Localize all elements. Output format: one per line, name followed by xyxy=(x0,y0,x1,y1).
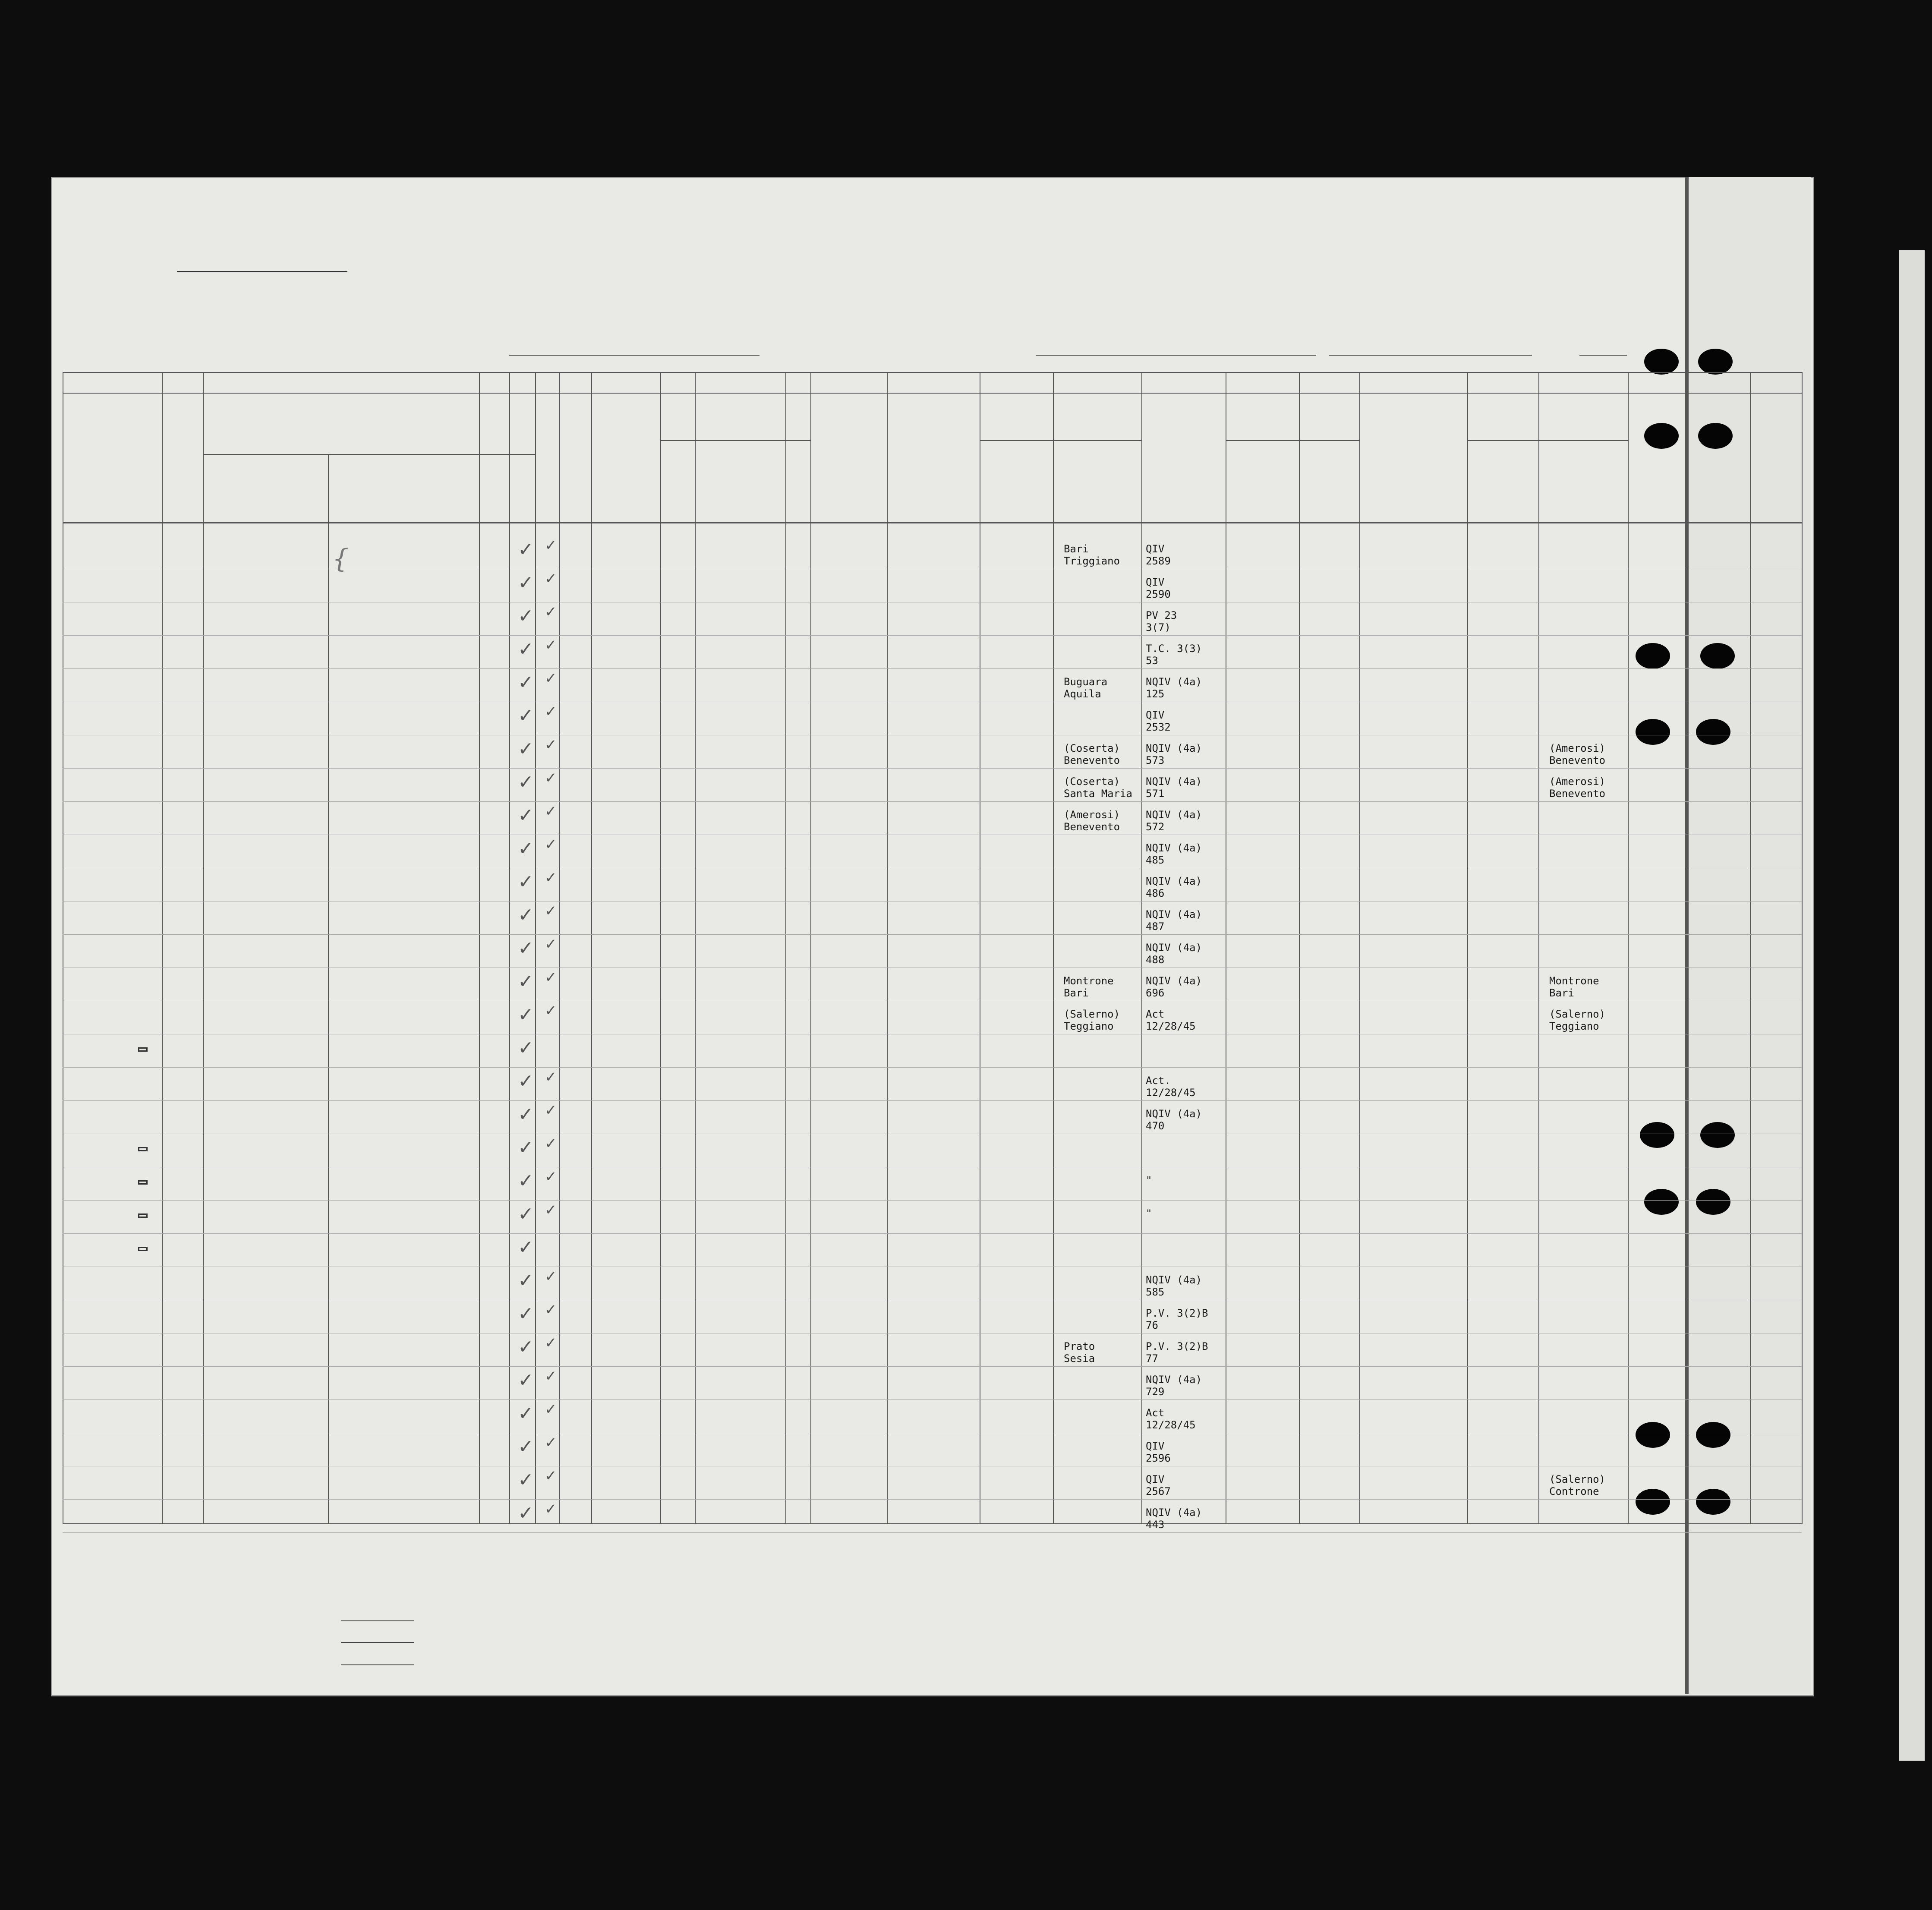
visa-type: Act xyxy=(1146,1008,1165,1020)
punch-hole xyxy=(1696,1189,1730,1215)
residence-city-line1: Montrone xyxy=(1549,975,1599,987)
birth-city-line1: (Salerno) xyxy=(1064,1008,1120,1020)
visa-number: 2596 xyxy=(1146,1452,1171,1464)
punch-hole xyxy=(1700,1122,1735,1148)
visa-number: 3(7) xyxy=(1146,621,1171,634)
check-mark: ✓ xyxy=(518,572,534,594)
us-citizen-stamp xyxy=(138,1213,148,1218)
check-mark: ✓ xyxy=(545,670,557,687)
column-rule xyxy=(479,372,480,1524)
check-mark: ✓ xyxy=(518,1170,534,1192)
residence-city-line1: (Amerosi) xyxy=(1549,742,1606,754)
column-rule xyxy=(1802,372,1803,1524)
residence-city-line2: Teggiano xyxy=(1549,1020,1599,1032)
residence-city-line2: Benevento xyxy=(1549,754,1606,766)
check-mark: ✓ xyxy=(518,1236,534,1258)
row-rule xyxy=(63,1366,1802,1367)
visa-number: 12/28/45 xyxy=(1146,1020,1196,1032)
check-mark: ✓ xyxy=(545,1301,557,1318)
check-mark: ✓ xyxy=(545,769,557,787)
check-mark: ✓ xyxy=(545,570,557,587)
punch-hole xyxy=(1644,423,1679,449)
us-citizen-stamp xyxy=(138,1147,148,1151)
check-mark: ✓ xyxy=(545,703,557,720)
column-rule xyxy=(695,372,696,1524)
column-rule xyxy=(1299,372,1300,1524)
check-mark: ✓ xyxy=(518,1303,534,1325)
check-mark: ✓ xyxy=(518,1336,534,1358)
visa-type: NQIV (4a) xyxy=(1146,742,1202,754)
check-mark: ✓ xyxy=(545,803,557,820)
us-citizen-stamp xyxy=(138,1180,148,1185)
visa-type: NQIV (4a) xyxy=(1146,1507,1202,1519)
check-mark: ✓ xyxy=(545,1334,557,1352)
residence-city-line2: Bari xyxy=(1549,987,1574,999)
column-rule xyxy=(887,372,888,1524)
name-subheader-line xyxy=(203,454,479,455)
visa-number: 2590 xyxy=(1146,588,1171,600)
check-mark: ✓ xyxy=(545,1467,557,1485)
birth-city-line1: Bari xyxy=(1064,543,1089,555)
check-mark: ✓ xyxy=(545,1201,557,1219)
punch-hole xyxy=(1636,719,1670,745)
column-rule xyxy=(810,372,811,1524)
check-mark: ✓ xyxy=(518,771,534,793)
column-rule xyxy=(509,372,510,1524)
row-rule xyxy=(63,768,1802,769)
visa-number: 485 xyxy=(1146,854,1165,866)
row-rule xyxy=(63,668,1802,669)
check-mark: ✓ xyxy=(545,1102,557,1119)
visa-number: 487 xyxy=(1146,920,1165,933)
visa-number: 572 xyxy=(1146,821,1165,833)
visa-type: QIV xyxy=(1146,576,1165,588)
check-mark: ✓ xyxy=(518,971,534,993)
check-mark: ✓ xyxy=(545,537,557,554)
check-mark: ✓ xyxy=(545,1434,557,1451)
check-mark: ✓ xyxy=(518,1070,534,1092)
check-mark: ✓ xyxy=(518,1502,534,1524)
column-number-border xyxy=(63,393,1802,394)
visa-number: 585 xyxy=(1146,1286,1165,1298)
visa-number: 77 xyxy=(1146,1352,1158,1365)
check-mark: ✓ xyxy=(518,1369,534,1391)
birth-city-line2: Teggiano xyxy=(1064,1020,1114,1032)
visa-type: NQIV (4a) xyxy=(1146,676,1202,688)
birth-city-line1: Prato xyxy=(1064,1340,1095,1352)
birth-city-line2: Sesia xyxy=(1064,1352,1095,1365)
check-mark: ✓ xyxy=(545,1135,557,1152)
row-rule xyxy=(63,1399,1802,1400)
visa-type: NQIV (4a) xyxy=(1146,809,1202,821)
punch-hole xyxy=(1644,1189,1679,1215)
check-mark: ✓ xyxy=(545,902,557,920)
column-rule xyxy=(660,372,661,1524)
visa-number: 729 xyxy=(1146,1386,1165,1398)
birth-city-line1: (Coserta) xyxy=(1064,775,1120,788)
table-top-border xyxy=(63,372,1802,373)
column-rule xyxy=(1628,372,1629,1524)
visa-type: NQIV (4a) xyxy=(1146,908,1202,920)
check-mark: ✓ xyxy=(518,1103,534,1125)
visa-number: 53 xyxy=(1146,655,1158,667)
visa-type: QIV xyxy=(1146,1440,1165,1452)
bracket: { xyxy=(332,544,349,574)
visa-number: 12/28/45 xyxy=(1146,1087,1196,1099)
visa-number: 696 xyxy=(1146,987,1165,999)
check-mark: ✓ xyxy=(518,871,534,893)
visa-number: 2589 xyxy=(1146,555,1171,567)
issued-subheader-line xyxy=(1226,440,1359,441)
check-mark: ✓ xyxy=(518,605,534,627)
birth-city-line1: Montrone xyxy=(1064,975,1114,987)
visa-type: T.C. 3(3) xyxy=(1146,643,1202,655)
check-mark: ✓ xyxy=(518,1037,534,1059)
birth-city-line2: Santa Maria xyxy=(1064,788,1132,800)
birth-city-line1: (Coserta) xyxy=(1064,742,1120,754)
visa-type: " xyxy=(1146,1174,1152,1186)
visa-number: 12/28/45 xyxy=(1146,1419,1196,1431)
check-mark: ✓ xyxy=(518,904,534,926)
row-rule xyxy=(63,1200,1802,1201)
column-rule xyxy=(1359,372,1360,1524)
punch-hole xyxy=(1636,1422,1670,1448)
check-mark: ✓ xyxy=(545,1500,557,1518)
able-subheader-line xyxy=(660,440,810,441)
check-mark: ✓ xyxy=(545,969,557,986)
header-bottom-border xyxy=(63,522,1802,523)
check-mark: ✓ xyxy=(518,1137,534,1159)
residence-city-line2: Controne xyxy=(1549,1485,1599,1497)
manifest-sheet xyxy=(51,177,1814,1696)
punch-hole xyxy=(1700,643,1735,669)
visa-type: NQIV (4a) xyxy=(1146,875,1202,887)
column-rule xyxy=(1467,372,1468,1524)
us-citizen-stamp xyxy=(138,1247,148,1251)
column-rule xyxy=(535,372,536,1524)
visa-type: P.V. 3(2)B xyxy=(1146,1340,1208,1352)
visa-type: NQIV (4a) xyxy=(1146,1108,1202,1120)
visa-type: Act. xyxy=(1146,1075,1171,1087)
birth-city-line2: Benevento xyxy=(1064,754,1120,766)
check-mark: ✓ xyxy=(545,1401,557,1418)
age-subheader-line xyxy=(479,454,535,455)
column-rule xyxy=(162,372,163,1524)
check-mark: ✓ xyxy=(545,603,557,621)
check-mark: ✓ xyxy=(518,671,534,693)
visa-number: 2532 xyxy=(1146,721,1171,733)
birth-subheader-line xyxy=(980,440,1141,441)
adjacent-page-edge xyxy=(1899,250,1925,1761)
check-mark: ✓ xyxy=(518,638,534,660)
residence-city-line1: (Salerno) xyxy=(1549,1473,1606,1485)
punch-hole xyxy=(1696,1489,1730,1515)
check-mark: ✓ xyxy=(518,705,534,727)
column-rule xyxy=(559,372,560,1524)
visa-number: 571 xyxy=(1146,788,1165,800)
check-mark: ✓ xyxy=(545,1068,557,1086)
visa-type: NQIV (4a) xyxy=(1146,842,1202,854)
table-bottom-border xyxy=(63,1523,1802,1524)
punch-hole xyxy=(1636,1489,1670,1515)
name-split-rule xyxy=(328,454,329,1524)
visa-type: NQIV (4a) xyxy=(1146,775,1202,788)
check-mark: ✓ xyxy=(545,869,557,886)
column-rule xyxy=(1538,372,1539,1524)
row-rule xyxy=(63,1067,1802,1068)
check-mark: ✓ xyxy=(518,1270,534,1292)
birth-city-line2: Aquila xyxy=(1064,688,1101,700)
residence-subheader-line xyxy=(1467,440,1628,441)
visa-type: PV 23 xyxy=(1146,609,1177,621)
visa-number: 443 xyxy=(1146,1519,1165,1531)
visa-type: NQIV (4a) xyxy=(1146,975,1202,987)
punch-hole xyxy=(1644,349,1679,375)
column-rule xyxy=(1750,372,1751,1524)
check-mark: ✓ xyxy=(518,804,534,826)
birth-city-line2: Bari xyxy=(1064,987,1089,999)
visa-number: 125 xyxy=(1146,688,1165,700)
visa-type: " xyxy=(1146,1207,1152,1220)
birth-city-line1: (Amerosi) xyxy=(1064,809,1120,821)
punch-hole xyxy=(1696,1422,1730,1448)
check-mark: ✓ xyxy=(545,936,557,953)
residence-city-line1: (Salerno) xyxy=(1549,1008,1606,1020)
visa-type: NQIV (4a) xyxy=(1146,1274,1202,1286)
column-rule xyxy=(203,372,204,1524)
birth-city-line2: Benevento xyxy=(1064,821,1120,833)
visa-number: 2567 xyxy=(1146,1485,1171,1497)
punch-hole xyxy=(1698,349,1733,375)
residence-city-line1: (Amerosi) xyxy=(1549,775,1606,788)
punch-hole xyxy=(1696,719,1730,745)
residence-city-line2: Benevento xyxy=(1549,788,1606,800)
visa-type: QIV xyxy=(1146,709,1165,721)
birth-city-line1: Buguara xyxy=(1064,676,1108,688)
row-rule xyxy=(63,1233,1802,1234)
visa-type: NQIV (4a) xyxy=(1146,942,1202,954)
row-rule xyxy=(63,934,1802,935)
check-mark: ✓ xyxy=(518,937,534,959)
check-mark: ✓ xyxy=(518,1403,534,1425)
check-mark: ✓ xyxy=(518,838,534,860)
visa-number: 470 xyxy=(1146,1120,1165,1132)
check-mark: ✓ xyxy=(518,1004,534,1026)
check-mark: ✓ xyxy=(545,1168,557,1185)
check-mark: ✓ xyxy=(518,1203,534,1225)
visa-type: QIV xyxy=(1146,543,1165,555)
column-rule xyxy=(1141,372,1142,1524)
birth-city-line2: Triggiano xyxy=(1064,555,1120,567)
check-mark: ✓ xyxy=(545,1368,557,1385)
check-mark: ✓ xyxy=(518,1469,534,1491)
check-mark: ✓ xyxy=(518,539,534,561)
visa-type: Act xyxy=(1146,1407,1165,1419)
row-rule xyxy=(63,1499,1802,1500)
row-rule xyxy=(63,635,1802,636)
visa-type: QIV xyxy=(1146,1473,1165,1485)
check-mark: ✓ xyxy=(545,1002,557,1019)
check-mark: ✓ xyxy=(518,738,534,760)
check-mark: ✓ xyxy=(545,1268,557,1285)
column-rule xyxy=(785,372,786,1524)
column-rule xyxy=(1053,372,1054,1524)
check-mark: ✓ xyxy=(518,1436,534,1458)
column-rule xyxy=(591,372,592,1524)
visa-number: 573 xyxy=(1146,754,1165,766)
punch-hole xyxy=(1636,643,1670,669)
check-mark: ✓ xyxy=(545,836,557,853)
us-citizen-stamp xyxy=(138,1047,148,1052)
row-rule xyxy=(63,801,1802,802)
visa-number: 486 xyxy=(1146,887,1165,899)
check-mark: ✓ xyxy=(545,736,557,753)
visa-number: 488 xyxy=(1146,954,1165,966)
visa-type: P.V. 3(2)B xyxy=(1146,1307,1208,1319)
list-underline xyxy=(177,271,347,272)
punch-hole xyxy=(1640,1122,1674,1148)
row-rule xyxy=(63,1532,1802,1533)
visa-type: NQIV (4a) xyxy=(1146,1374,1202,1386)
check-mark: ✓ xyxy=(545,637,557,654)
visa-number: 76 xyxy=(1146,1319,1158,1331)
row-rule xyxy=(63,1100,1802,1101)
punch-hole xyxy=(1698,423,1733,449)
